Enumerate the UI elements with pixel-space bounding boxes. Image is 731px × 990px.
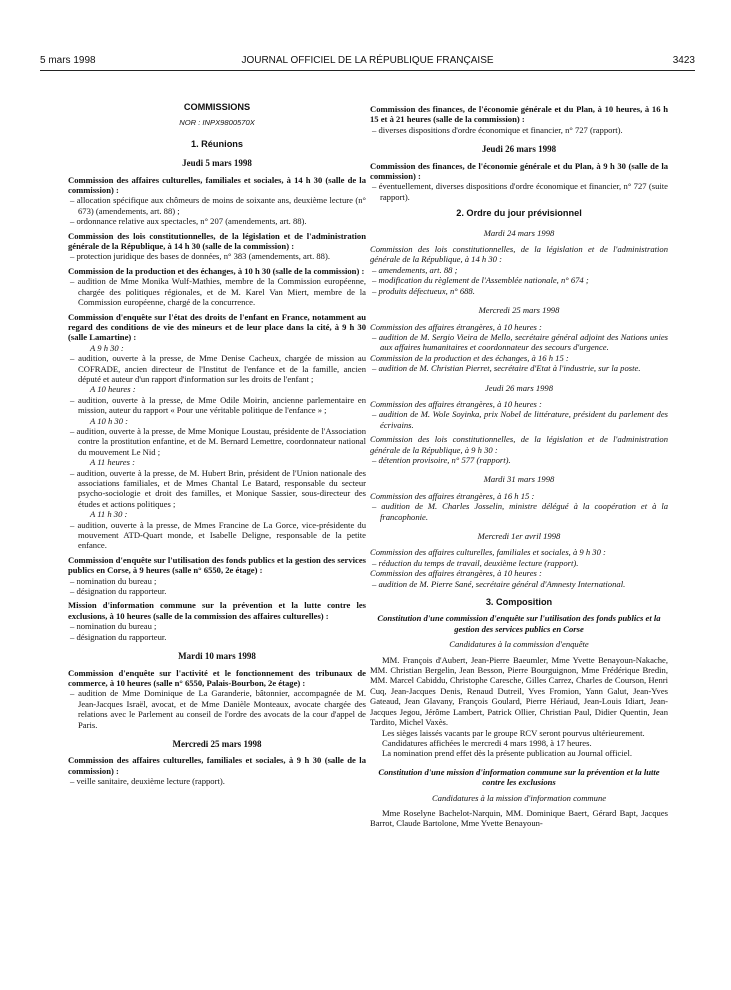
agenda-item: – audition, ouverte à la presse, de Mme Monique Loustau, présidente de l'Association contre la prostitution enfantine, et de M. Bernard Lemettre, coordonnateur national du mouvement Le Nid ;: [70, 425, 366, 457]
agenda-item: – audition de Mme Dominique de La Garanderie, bâtonnier, accompagnée de M. Jean-Jacques Israël, avocat, et de Mme Danièle Monteaux, avocate chargée des relations avec le Parlement au conseil de l'ordre des avocats de la cour d'appel de Paris.: [70, 688, 366, 730]
agenda-item: – allocation spécifique aux chômeurs de moins de soixante ans, deuxième lecture (n° 673) (amendements, art. 88) ;: [70, 195, 366, 216]
composition-note: Les sièges laissés vacants par le groupe RCV seront pourvus ultérieurement.: [382, 727, 645, 738]
section-composition: 3. Composition: [485, 597, 553, 608]
composition-title: Constitution d'une commission d'enquête sur l'utilisation des fonds publics et la gestion des services publics en Corse: [377, 613, 661, 634]
date-heading: Mardi 10 mars 1998: [178, 651, 256, 662]
agenda-item: – nomination du bureau ;: [70, 621, 157, 632]
agenda-item: – désignation du rapporteur.: [70, 631, 167, 642]
date-heading: Jeudi 26 mars 1998: [484, 382, 554, 393]
agenda-item: – amendements, art. 88 ;: [372, 264, 458, 275]
entry-heading: Commission des affaires étrangères, à 10 heures :: [370, 568, 542, 579]
agenda-item: – veille sanitaire, deuxième lecture (rapport).: [70, 776, 225, 787]
entry-heading: Commission des finances, de l'économie générale et du Plan, à 10 heures, à 16 h 15 et à 21 heures (salle de la commission) :: [370, 104, 668, 125]
entry-heading: Commission d'enquête sur l'utilisation des fonds publics et la gestion des services publics en Corse, à 9 heures (salle n° 6550, 2e étage) :: [68, 554, 366, 576]
header-date: 5 mars 1998: [40, 55, 96, 66]
entry-heading: Commission des affaires culturelles, familiales et sociales, à 14 h 30 (salle de la commission) :: [68, 174, 366, 196]
entry-heading: Commission des affaires culturelles, familiales et sociales, à 9 h 30 :: [370, 547, 606, 558]
header-journal-title: JOURNAL OFFICIEL DE LA RÉPUBLIQUE FRANÇAISE: [241, 55, 494, 66]
composition-note: La nomination prend effet dès la présente publication au Journal officiel.: [382, 748, 633, 759]
entry-heading: Commission des lois constitutionnelles, de la législation et de l'administration générale de la République, à 14 h 30 (salle de la commission) :: [68, 230, 366, 252]
agenda-item: – modification du règlement de l'Assemblée nationale, n° 674 ;: [372, 275, 589, 286]
entry-heading: Commission des lois constitutionnelles, de la législation et de l'administration générale de la République, à 14 h 30 :: [370, 244, 668, 265]
composition-subtitle: Candidatures à la commission d'enquête: [449, 639, 589, 650]
entry-heading: Commission d'enquête sur l'activité et le fonctionnement des tribunaux de commerce, à 10 heures (salle n° 6550, Palais-Bourbon, 2e étage) :: [68, 667, 366, 688]
header-rule: [40, 70, 695, 71]
agenda-item: – réduction du temps de travail, deuxième lecture (rapport).: [372, 557, 579, 568]
date-heading: Jeudi 26 mars 1998: [481, 144, 557, 155]
member-list: Mme Roselyne Bachelot-Narquin, MM. Dominique Baert, Gérard Bapt, Jacques Barrot, Claude Bartolone, Mme Yvette Benayoun-: [370, 807, 668, 829]
section-reunions: 1. Réunions: [190, 138, 244, 149]
section-title-commissions: COMMISSIONS: [183, 102, 251, 112]
time-label: A 11 heures :: [90, 457, 135, 468]
agenda-item: – audition de M. Wole Soyinka, prix Nobel de littérature, président du parlement des écrivains.: [372, 409, 668, 430]
entry-heading: Commission des affaires étrangères, à 16 h 15 :: [370, 490, 535, 501]
agenda-item: – diverses dispositions d'ordre économique et financier, n° 727 (rapport).: [372, 124, 623, 135]
date-heading: Mercredi 1er avril 1998: [477, 531, 561, 541]
entry-heading: Commission des affaires culturelles, familiales et sociales, à 9 h 30 (salle de la commission) :: [68, 755, 366, 776]
agenda-item: – audition de Mme Monika Wulf-Mathies, membre de la Commission européenne, chargée des politiques régionales, et de M. Karel Van Miert, membre de la Commission européenne, chargé de la concurrence.: [70, 276, 366, 308]
agenda-item: – audition, ouverte à la presse, de M. Hubert Brin, président de l'Union nationale des associations familiales, et de Mmes Chantal Le Batard, responsable du secteur psycho-sociologie et droit des familles, et Monique Sassier, sous-directeur des études et actions politiques ;: [70, 467, 366, 509]
entry-heading: Commission des affaires étrangères, à 10 heures :: [370, 398, 542, 409]
agenda-item: – nomination du bureau ;: [70, 575, 157, 586]
entry-heading: Commission des lois constitutionnelles, de la législation et de l'administration générale de la République, à 9 h 30 :: [370, 434, 668, 455]
time-label: A 10 h 30 :: [90, 415, 129, 426]
left-column: [68, 100, 366, 787]
time-label: A 10 heures :: [90, 384, 136, 395]
date-heading: Mercredi 25 mars 1998: [172, 738, 262, 749]
date-heading: Mercredi 25 mars 1998: [478, 305, 560, 316]
entry-heading: Commission de la production et des échanges, à 10 h 30 (salle de la commission) :: [68, 265, 365, 276]
entry-heading: Commission des finances, de l'économie générale et du Plan, à 9 h 30 (salle de la commission) :: [370, 160, 668, 182]
member-list: MM. François d'Aubert, Jean-Pierre Baeumler, Mme Yvette Benayoun-Nakache, MM. Christian Bergelin, Jean Besson, Pierre Bourguignon, Mme Frédérique Bredin, MM. Marcel Cabiddu, Christophe Caresche, Gilles Carrez, Charles de Courson, Henri Cuq, Jean-Jacques Denis, Renaud Dutreil, Yves Fromion, Yann Galut, Jean-Yves Gateaud, Jean Glavany, François Goulard, Pierre Hériaud, Jean-Louis Idiart, Jean-Jacques Jegou, Jérôme Lambert, Patrick Ollier, Christian Paul, Didier Quentin, Jean Tardito, Michel Vaxès.: [370, 654, 668, 728]
agenda-item: – désignation du rapporteur.: [70, 586, 167, 597]
time-label: A 11 h 30 :: [90, 509, 128, 520]
agenda-item: – audition, ouverte à la presse, de Mme Odile Moirin, ancienne parlementaire en mission, auteur du rapport « Pour une véritable politique de l'enfance » ;: [70, 394, 366, 416]
right-column: [370, 104, 668, 829]
time-label: A 9 h 30 :: [90, 342, 124, 353]
entry-heading: Mission d'information commune sur la prévention et la lutte contre les exclusions, à 10 heures (salle de la commission des affaires culturelles) :: [68, 600, 366, 621]
nor-reference: NOR : INPX9800570X: [179, 118, 255, 128]
agenda-item: – audition de M. Charles Josselin, ministre délégué à la coopération et à la francophonie.: [372, 501, 668, 522]
agenda-item: – protection juridique des bases de données, n° 383 (amendements, art. 88).: [70, 251, 330, 262]
entry-heading: Commission d'enquête sur l'état des droits de l'enfant en France, notamment au regard des conditions de vie des mineurs et de leur place dans la cité, à 9 h 30 (salle Lamartine) :: [68, 311, 366, 343]
header-page-number: 3423: [672, 55, 695, 66]
agenda-item: – audition, ouverte à la presse, de Mmes Francine de La Gorce, vice-présidente du mouvement ATD-Quart monde, et Isabelle Deligne, responsable de la petite enfance.: [70, 519, 366, 551]
date-heading: Mardi 24 mars 1998: [483, 227, 555, 238]
entry-heading: Commission des affaires étrangères, à 10 heures :: [370, 321, 542, 332]
date-heading: Jeudi 5 mars 1998: [182, 158, 252, 169]
agenda-item: – ordonnance relative aux spectacles, n° 207 (amendements, art. 88).: [70, 216, 307, 227]
agenda-item: – audition, ouverte à la presse, de Mme Denise Cacheux, chargée de mission au COFRADE, ancien directeur de l'Institut de l'enfance et de la famille, ancien député et auteur d'un rapport d'information sur les droits de l'enfant ;: [70, 353, 366, 384]
agenda-item: – éventuellement, diverses dispositions d'ordre économique et financier, n° 727 (suite rapport).: [372, 181, 668, 202]
page-header: [40, 55, 695, 69]
agenda-item: – détention provisoire, n° 577 (rapport).: [372, 454, 511, 465]
composition-subtitle: Candidatures à la mission d'information commune: [431, 792, 607, 803]
agenda-item: – audition de M. Christian Pierret, secrétaire d'Etat à l'industrie, sur la poste.: [372, 363, 641, 374]
agenda-item: – audition de M. Pierre Sané, secrétaire général d'Amnesty International.: [372, 578, 626, 589]
entry-heading: Commission de la production et des échanges, à 16 h 15 :: [370, 352, 569, 363]
composition-title: Constitution d'une mission d'information commune sur la prévention et la lutte contre les exclusions: [378, 766, 660, 788]
date-heading: Mardi 31 mars 1998: [483, 474, 555, 485]
agenda-item: – produits défectueux, n° 688.: [372, 285, 475, 296]
composition-note: Candidatures affichées le mercredi 4 mars 1998, à 17 heures.: [382, 737, 592, 748]
agenda-item: – audition de M. Sergio Vieira de Mello, secrétaire général adjoint des Nations unies aux affaires humanitaires et coordonnateur des secours d'urgence.: [372, 331, 668, 353]
section-ordre-du-jour: 2. Ordre du jour prévisionnel: [456, 208, 582, 219]
